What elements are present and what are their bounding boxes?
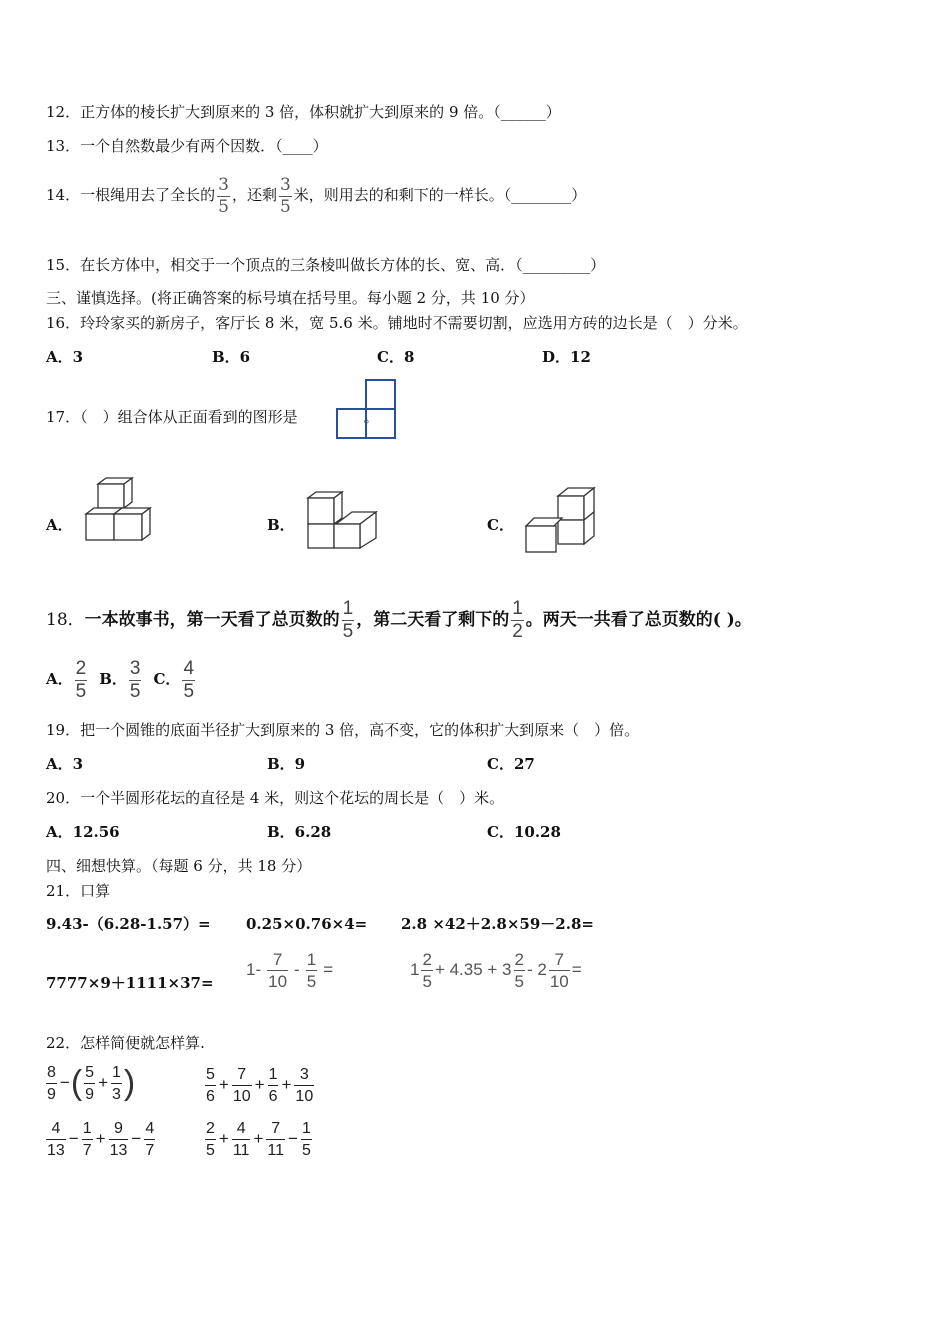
question-number: 16． (46, 314, 81, 332)
fraction: $\frac{1}{7}$ (82, 1120, 92, 1159)
question-text: 把一个圆锥的底面半径扩大到原来的 3 倍，高不变，它的体积扩大到原来（ ）倍。 (80, 721, 640, 739)
fraction: $\frac{4}{11}$ (232, 1120, 250, 1159)
fraction: $\frac{1}{5}$ (342, 598, 354, 642)
fraction: $\frac{1}{3}$ (112, 1064, 121, 1103)
cube-figure-b (306, 490, 384, 552)
fraction: $\frac{1}{2}$ (512, 598, 523, 642)
fraction: $\frac{2}{5}$ (206, 1120, 215, 1159)
option-b[interactable]: B． (267, 516, 295, 534)
question-12 (46, 102, 561, 122)
option-c[interactable]: C．10.28 (487, 823, 561, 841)
calc-expression: 1- $\frac{7}{10}$ - $\frac{1}{5}$ = (246, 950, 334, 992)
fraction: $\frac{7}{11}$ (267, 1120, 284, 1159)
question-text: ，还剩 (231, 186, 277, 204)
cube-figure-a (84, 476, 156, 546)
option-a[interactable]: A． (46, 670, 73, 688)
fraction: $\frac{2}{5}$ (75, 657, 87, 702)
fraction: $\frac{3}{10}$ (295, 1066, 314, 1105)
option-c[interactable]: C．27 (487, 755, 535, 773)
option-a[interactable]: A．3 (46, 348, 84, 366)
option-c[interactable]: C．8 (377, 348, 415, 366)
question-number: 12． (46, 103, 81, 121)
fraction: $\frac{3}{5}$ (218, 174, 229, 217)
fraction: $\frac{1}{6}$ (268, 1066, 278, 1105)
question-17 (46, 407, 379, 427)
option-a[interactable]: A．3 (46, 755, 84, 773)
simplify-expression: $\frac{4}{13}$ − $\frac{1}{7}$ + $\frac{9}{13}$ − $\frac{4}{7}$ (47, 1120, 155, 1159)
question-number: 19． (46, 721, 81, 739)
question-text: 正方体的棱长扩大到原来的 3 倍，体积就扩大到原来的 9 倍。（______） (80, 103, 561, 121)
fraction: $\frac{8}{9}$ (47, 1064, 56, 1103)
fraction: $\frac{4}{5}$ (183, 657, 195, 702)
option-a[interactable]: A． (46, 516, 73, 534)
fraction: $\frac{2}{5}$ (514, 950, 524, 992)
question-number: 13． (46, 137, 81, 155)
question-18-options (46, 656, 197, 702)
question-number: 22． (46, 1034, 81, 1052)
question-19 (46, 720, 639, 740)
question-13 (46, 136, 328, 156)
option-b[interactable]: B．9 (267, 755, 306, 773)
question-number: 17． (46, 408, 81, 426)
calc-expression: 9.43-（6.28-1.57）= (46, 915, 211, 933)
question-text: 一根绳用去了全长的 (80, 186, 216, 204)
section-heading-4: 四、细想快算。（每题 6 分，共 18 分） (46, 857, 312, 875)
calc-expression: 2.8 ×42＋2.8×59－2.8= (401, 915, 594, 933)
question-15 (46, 255, 605, 275)
question-text: （ ）组合体从正面看到的图形是 (80, 408, 298, 426)
fraction: $\frac{7}{10}$ (268, 950, 288, 992)
question-text: 。两天一共看了总页数的( )。 (525, 610, 752, 630)
option-b[interactable]: B．6.28 (267, 823, 332, 841)
fraction: $\frac{2}{5}$ (422, 950, 432, 992)
fraction: $\frac{4}{7}$ (145, 1120, 155, 1159)
fraction: $\frac{5}{9}$ (85, 1064, 95, 1103)
calc-expression: 7777×9＋1111×37= (46, 974, 214, 992)
question-text: 一个半圆形花坛的直径是 4 米，则这个花坛的周长是（ ）米。 (80, 789, 505, 807)
question-18 (46, 596, 752, 644)
simplify-expression: $\frac{8}{9}$ −( $\frac{5}{9}$ + $\frac{1}{3}$ ) (47, 1064, 136, 1103)
question-text: 口算 (80, 882, 111, 900)
question-text: 在长方体中，相交于一个顶点的三条棱叫做长方体的长、宽、高．（_________） (80, 256, 606, 274)
option-a[interactable]: A．12.56 (46, 823, 120, 841)
question-text: 。 (363, 408, 379, 426)
option-c[interactable]: C． (487, 516, 514, 534)
question-14 (46, 172, 586, 218)
calc-expression: 1 $\frac{2}{5}$ + 4.35 + 3 $\frac{2}{5}$ - 2 $\frac{7}{10}$ = (410, 950, 582, 992)
fraction: $\frac{1}{5}$ (301, 1120, 311, 1159)
question-22 (46, 1033, 205, 1053)
fraction: $\frac{7}{10}$ (549, 950, 569, 992)
question-number: 18． (46, 610, 85, 630)
question-number: 15． (46, 256, 81, 274)
question-20 (46, 788, 504, 808)
option-b[interactable]: B． (99, 670, 127, 688)
option-b[interactable]: B．6 (212, 348, 251, 366)
question-text: 一本故事书，第一天看了总页数的 (84, 610, 340, 630)
question-number: 14． (46, 186, 81, 204)
fraction: $\frac{3}{5}$ (129, 657, 141, 702)
option-d[interactable]: D．12 (542, 348, 591, 366)
question-text: 玲玲家买的新房子，客厅长 8 米，宽 5.6 米。铺地时不需要切割，应选用方砖的边长是（ ）分米。 (80, 314, 748, 332)
question-21 (46, 881, 110, 901)
fraction: $\frac{7}{10}$ (232, 1066, 251, 1105)
calc-expression: 0.25×0.76×4= (246, 915, 368, 933)
front-view-figure (336, 379, 398, 441)
question-number: 20． (46, 789, 81, 807)
cube-figure-c (524, 486, 600, 554)
fraction: $\frac{1}{5}$ (306, 950, 317, 992)
question-text: 米，则用去的和剩下的一样长。（________） (293, 186, 587, 204)
question-16 (46, 313, 748, 333)
question-text: 一个自然数最少有两个因数．（____） (80, 137, 328, 155)
question-text: ，第二天看了剩下的 (356, 610, 510, 630)
fraction: $\frac{4}{13}$ (47, 1120, 65, 1159)
section-heading-3: 三、谨慎选择。(将正确答案的标号填在括号里。每小题 2 分，共 10 分） (46, 289, 535, 307)
simplify-expression: $\frac{5}{6}$ + $\frac{7}{10}$ + $\frac{1}{6}$ + $\frac{3}{10}$ (206, 1066, 314, 1105)
option-c[interactable]: C． (153, 670, 181, 688)
simplify-expression: $\frac{2}{5}$ + $\frac{4}{11}$ + $\frac{7}{11}$ − $\frac{1}{5}$ (206, 1120, 311, 1159)
fraction: $\frac{3}{5}$ (279, 174, 291, 217)
question-text: 怎样简便就怎样算. (80, 1034, 205, 1052)
question-number: 21． (46, 882, 81, 900)
fraction: $\frac{5}{6}$ (206, 1066, 215, 1105)
fraction: $\frac{9}{13}$ (109, 1120, 128, 1159)
